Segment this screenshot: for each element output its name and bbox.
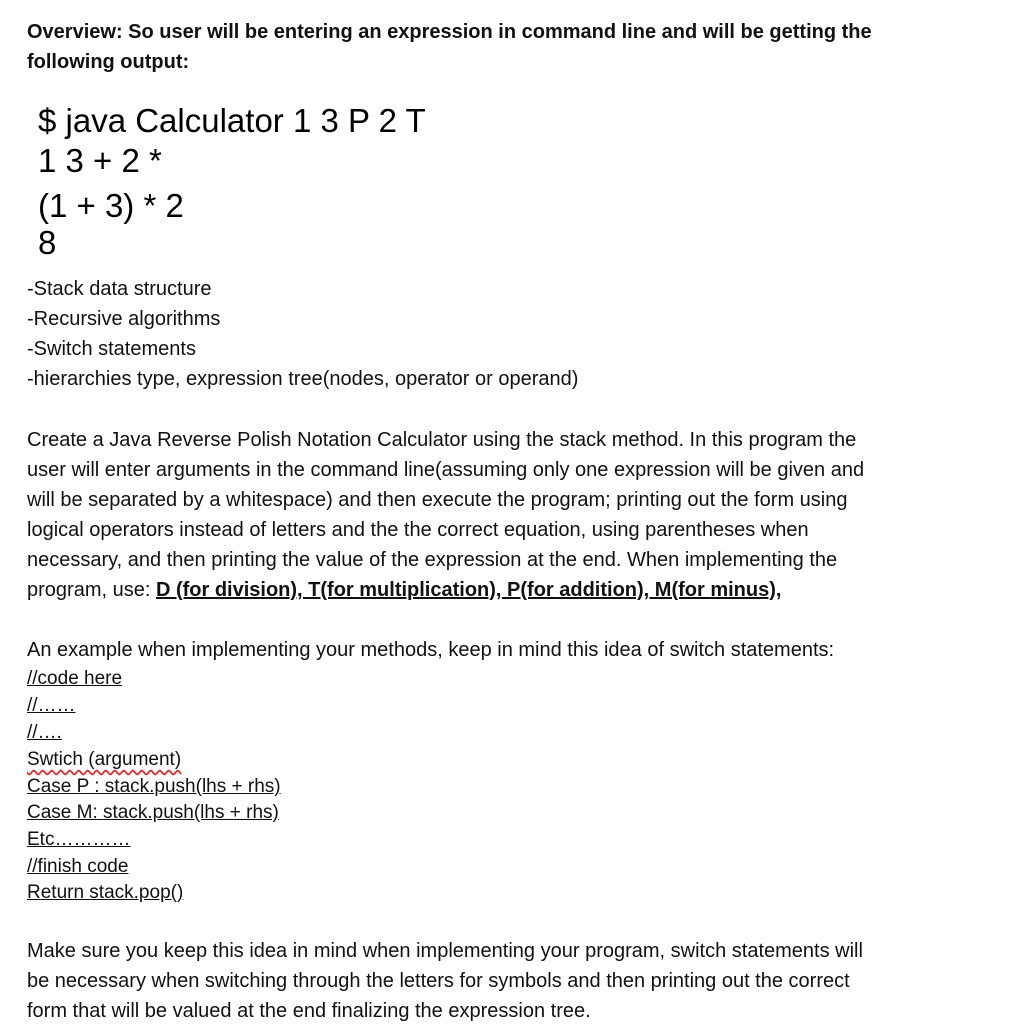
description-line: user will enter arguments in the command line(assuming only one expression will be given and [27,459,865,481]
code-line: //finish code [27,856,129,877]
topic-item: -Stack data structure [27,278,212,300]
closing-line: be necessary when switching through the letters for symbols and then printing out the correct [27,970,850,992]
topic-item: -Recursive algorithms [27,308,221,330]
topic-item: -Switch statements [27,338,196,360]
example-intro: An example when implementing your methods, keep in mind this idea of switch statements: [27,639,835,661]
operator-letters: D (for division), T(for multiplication), P(for addition), M(for minus), [155,579,782,601]
code-line: Etc………… [27,829,131,850]
code-line: //code here [27,668,123,689]
code-line: Case P : stack.push(lhs + rhs) [27,776,281,797]
code-line: //…… [27,695,76,716]
description-line: will be separated by a whitespace) and then execute the program; printing out the form using [27,489,848,511]
code-line: //…. [27,722,62,743]
closing-line: form that will be valued at the end finalizing the expression tree. [27,1000,591,1022]
terminal-command: $ java Calculator 1 3 P 2 T [38,102,426,139]
overview-line-2: following output: [27,51,190,73]
terminal-infix: (1 + 3) * 2 [38,187,184,224]
code-line: Return stack.pop() [27,882,184,903]
description-line [27,575,781,605]
overview-line-1: Overview: So user will be entering an expression in command line and will be getting the [27,21,872,43]
description-line: necessary, and then printing the value of the expression at the end. When implementing the [27,549,838,571]
terminal-postfix: 1 3 + 2 * [38,142,162,179]
description-prefix: program, use: [27,579,156,601]
code-line: Swtich (argument) [27,749,182,770]
description-line: Create a Java Reverse Polish Notation Calculator using the stack method. In this program the [27,429,857,451]
topic-item: -hierarchies type, expression tree(nodes, operator or operand) [27,368,579,390]
description-line: logical operators instead of letters and the the correct equation, using parentheses when [27,519,809,541]
terminal-result: 8 [38,224,57,261]
closing-line: Make sure you keep this idea in mind when implementing your program, switch statements will [27,940,863,962]
code-line: Case M: stack.push(lhs + rhs) [27,802,279,823]
